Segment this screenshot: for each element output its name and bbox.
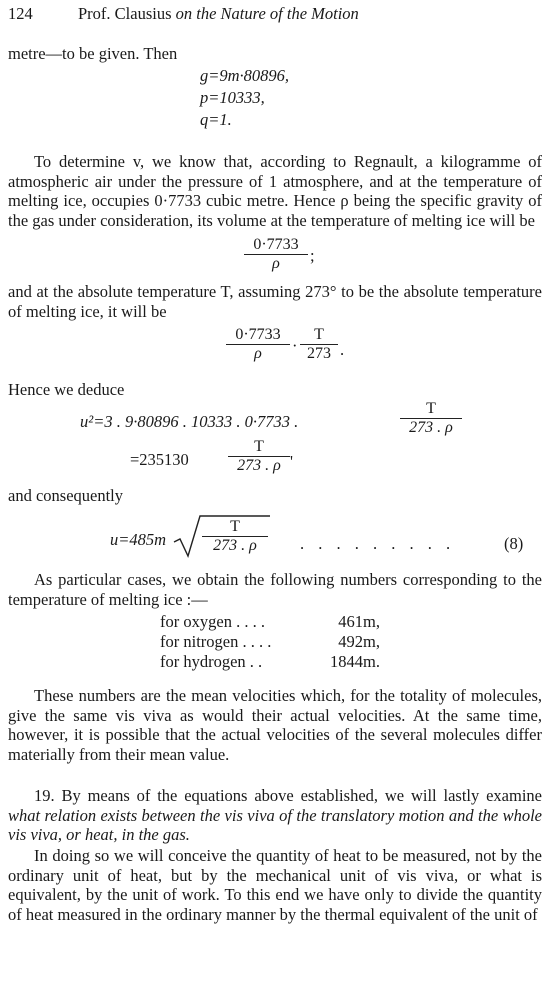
paragraph-section-19 bbox=[8, 786, 542, 845]
fraction-denominator: ρ bbox=[226, 344, 290, 363]
header-title-italic: on the Nature of the Motion bbox=[175, 4, 359, 23]
fraction-numerator: 0·7733 bbox=[253, 236, 299, 253]
fraction-denominator: 273 bbox=[300, 344, 338, 363]
fraction-volume-abs bbox=[226, 326, 290, 363]
paragraph-regnault: To determine v, we know that, according to Regnault, a kilogramme of atmospheric air under the pressure of 1 atmosphere, and at the temperature of melting ice, occupies 0·7733 cubic metre. Hence ρ being the specific gravity of the gas under consideration, its volume at the temperature of melting ice will be bbox=[8, 152, 542, 230]
equation-g: g=9m·80896, bbox=[200, 66, 290, 85]
page-number: 124 bbox=[8, 4, 33, 23]
running-header bbox=[8, 4, 359, 24]
fraction-u-squared bbox=[400, 400, 462, 437]
list-item bbox=[160, 612, 380, 632]
fraction-u-squared-result bbox=[228, 438, 290, 475]
paragraph-unit-of-heat: In doing so we will conceive the quantity of heat to be measured, not by the ordinary unit of heat, but by the mechanical unit of vis viva, or what is equivalent, by the unit of work. To this end we have only to divide the quantity of heat measured in the ordinary manner by the thermal equivalent of the unit of bbox=[8, 846, 542, 924]
gas-label: for oxygen . . . . bbox=[160, 612, 265, 631]
fraction-volume bbox=[244, 236, 308, 273]
leader-dots: . . . . . . . . . bbox=[300, 534, 456, 553]
fraction-numerator: T bbox=[314, 326, 324, 343]
gas-label: for hydrogen . . bbox=[160, 652, 263, 671]
header-title: Prof. Clausius bbox=[78, 4, 176, 23]
section-19-text: 19. By means of the equations above established, we will lastly examine bbox=[34, 786, 542, 805]
fraction-tail: ' bbox=[290, 452, 293, 471]
fraction-numerator: T bbox=[426, 400, 436, 417]
multiply-dot: · bbox=[292, 336, 298, 355]
line-metre: metre—to be given. Then bbox=[8, 44, 178, 63]
equation-u-squared: u²=3 . 9·80896 . 10333 . 0·7733 . bbox=[80, 412, 299, 431]
paragraph-particular-cases: As particular cases, we obtain the following numbers corresponding to the temperature of melting ice :— bbox=[8, 570, 542, 609]
fraction-tail: ; bbox=[310, 246, 315, 265]
fraction-denominator: 273 . ρ bbox=[228, 456, 290, 475]
fraction-numerator: T bbox=[230, 518, 240, 535]
consequently-line: and consequently bbox=[8, 486, 124, 505]
gas-label: for nitrogen . . . . bbox=[160, 632, 272, 651]
paragraph-mean-velocities: These numbers are the mean velocities which, for the totality of molecules, give the same vis viva as would their actual velocities. At the same time, however, it is possible that the actual velocities of the several molecules differ materially from their mean value. bbox=[8, 686, 542, 764]
fraction-denominator: ρ bbox=[244, 254, 308, 273]
equation-u-squared-result: =235130 bbox=[130, 450, 189, 469]
hence-line: Hence we deduce bbox=[8, 380, 125, 399]
fraction-temperature bbox=[300, 326, 338, 363]
gas-value: 461m, bbox=[338, 612, 380, 631]
fraction-radicand bbox=[202, 518, 268, 555]
gas-velocity-list bbox=[160, 612, 380, 672]
fraction-denominator: 273 . ρ bbox=[202, 536, 268, 555]
equation-q: q=1. bbox=[200, 110, 232, 129]
list-item bbox=[160, 632, 380, 652]
list-item bbox=[160, 652, 380, 672]
fraction-numerator: 0·7733 bbox=[235, 326, 281, 343]
gas-value: 492m, bbox=[338, 632, 380, 651]
equation-p: p=10333, bbox=[200, 88, 265, 107]
fraction-tail: . bbox=[340, 340, 345, 359]
fraction-numerator: T bbox=[254, 438, 264, 455]
paragraph-absolute-temperature: and at the absolute temperature T, assuming 273° to be the absolute temperature of melting ice, it will be bbox=[8, 282, 542, 321]
gas-value: 1844m. bbox=[330, 652, 380, 671]
section-19-italic: what relation exists between the vis viva of the translatory motion and the whole vis viva, or heat, in the gas. bbox=[8, 805, 542, 844]
fraction-denominator: 273 . ρ bbox=[400, 418, 462, 437]
equation-number: (8) bbox=[504, 534, 524, 553]
equation-u: u=485m bbox=[110, 530, 167, 549]
